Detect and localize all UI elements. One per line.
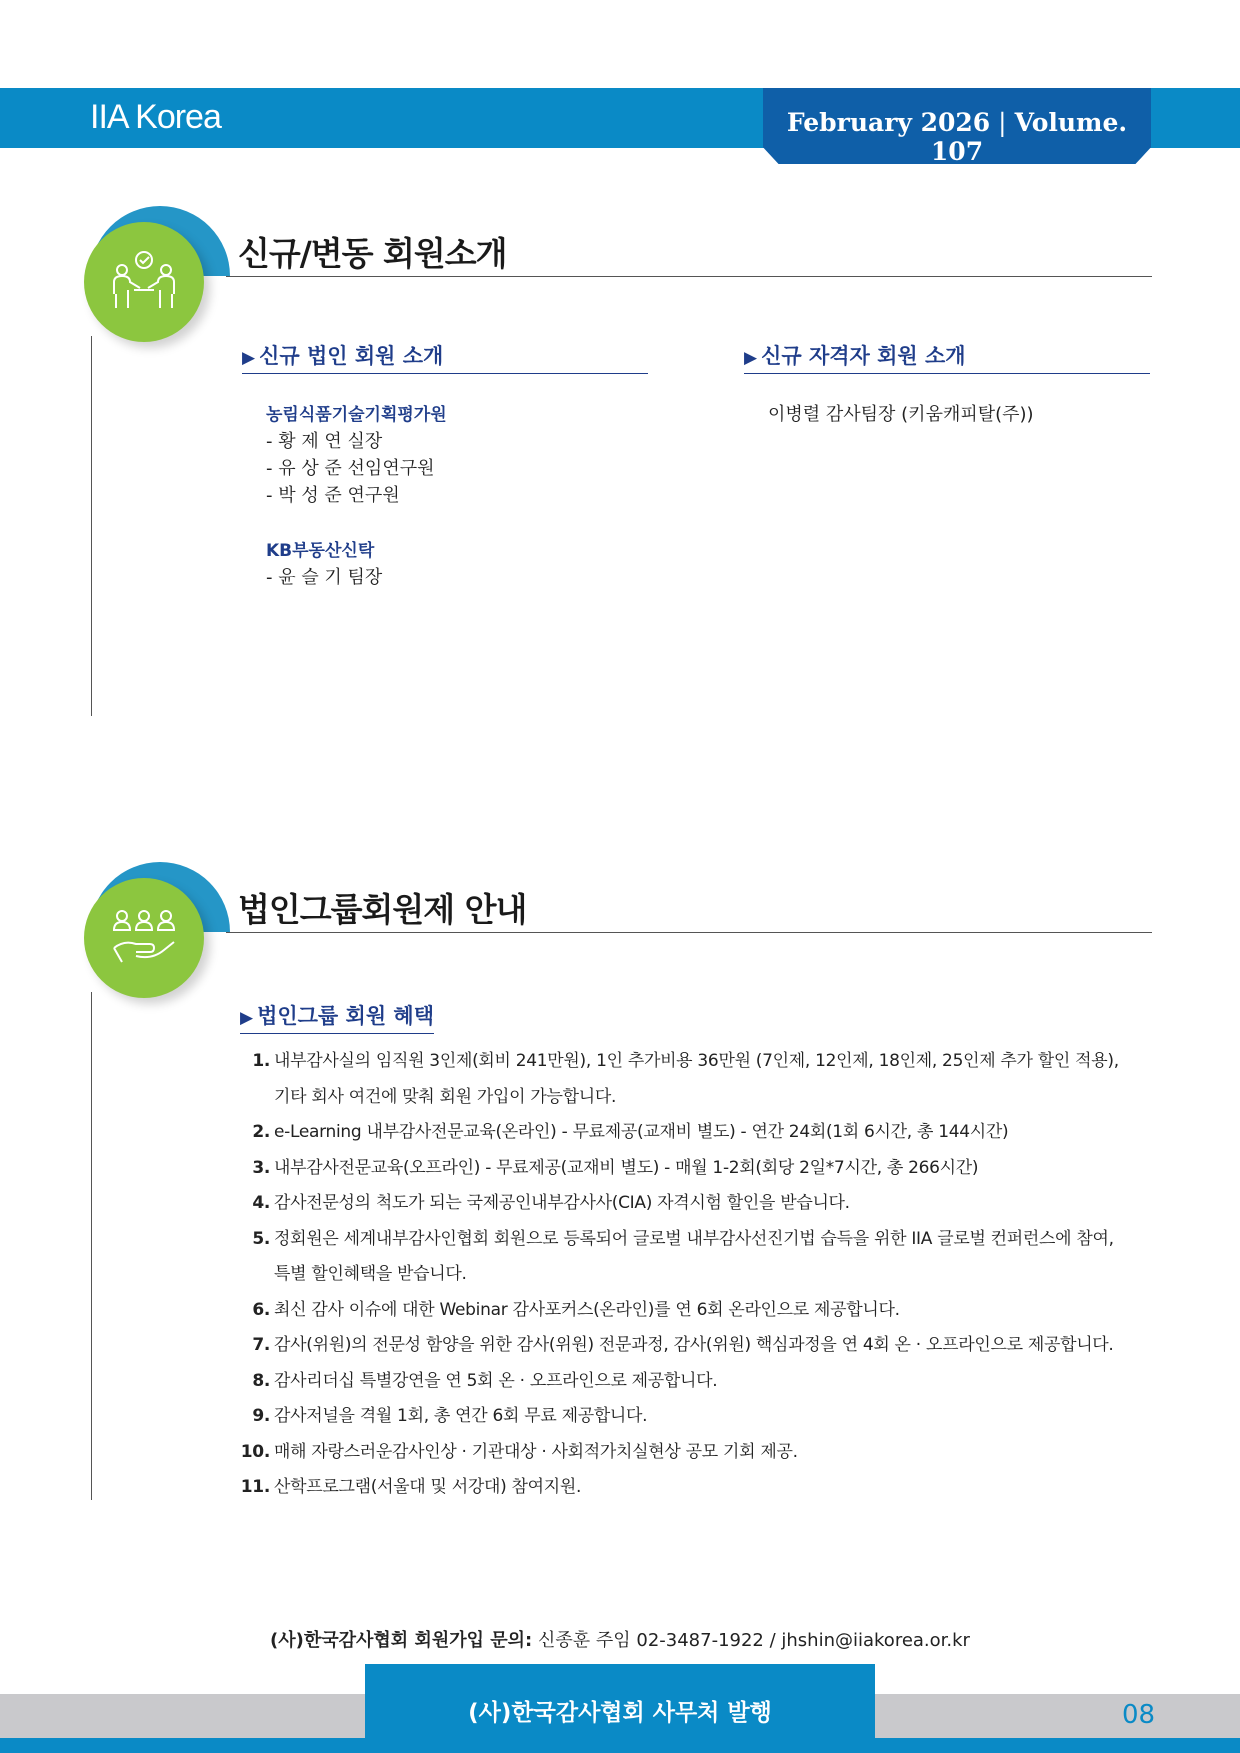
section2-title-rule <box>226 932 1152 933</box>
benefit-item: 6. 최신 감사 이슈에 대한 Webinar 감사포커스(온라인)를 연 6회 온라인으로 제공합니다. <box>252 1299 900 1320</box>
corporate-members-heading: ▶ 신규 법인 회원 소개 <box>242 340 648 374</box>
issue-volume: Volume. 107 <box>930 108 1128 166</box>
org-name: KB부동산신탁 <box>266 541 375 561</box>
contact-details[interactable]: 신종훈 주임 02-3487-1922 / jhshin@iiakorea.or.kr <box>537 1630 970 1651</box>
member-item: - 윤 슬 기 팀장 <box>266 567 383 588</box>
qualified-member-item: 이병렬 감사팀장 (키움캐피탈(주)) <box>768 404 1034 425</box>
benefit-item: 3. 내부감사전문교육(오프라인) - 무료제공(교재비 별도) - 매월 1-2회(회당 2일*7시간, 총 266시간) <box>252 1157 979 1178</box>
qualified-members-heading: ▶ 신규 자격자 회원 소개 <box>744 340 1150 374</box>
section2-title: 법인그룹회원제 안내 <box>238 890 527 929</box>
page-number: 08 <box>1122 1700 1156 1730</box>
org-name: 농림식품기술기획평가원 <box>266 405 447 425</box>
benefit-item: 5. 정회원은 세계내부감사인협회 회원으로 등록되어 글로벌 내부감사선진기법 습득을 위한 IIA 글로벌 컨퍼런스에 참여, 특별 할인혜택을 받습니다. <box>252 1228 1114 1284</box>
triangle-bullet-icon: ▶ <box>242 348 256 368</box>
benefits-heading: ▶ 법인그룹 회원 혜택 <box>240 1000 434 1034</box>
members-handshake-icon <box>110 250 178 312</box>
section2-icon-badge <box>84 862 244 1002</box>
triangle-bullet-icon: ▶ <box>240 1008 254 1028</box>
member-item: - 황 제 연 실장 <box>266 431 383 452</box>
benefit-item: 1. 내부감사실의 임직원 3인제(회비 241만원), 1인 추가비용 36만원 (7인제, 12인제, 18인제, 25인제 추가 할인 적용), 기타 회사 여건에 맞춰 회원 가입이 가능합니다. <box>252 1051 1119 1107</box>
benefit-item: 10. 매해 자랑스러운감사인상 · 기관대상 · 사회적가치실현상 공모 기회 제공. <box>240 1441 798 1462</box>
contact-label: (사)한국감사협회 회원가입 문의: <box>270 1630 533 1651</box>
section2-side-rule <box>91 992 92 1500</box>
issue-separator: | <box>998 108 1007 137</box>
contact-line <box>0 1626 1240 1652</box>
benefit-item: 11. 산학프로그램(서울대 및 서강대) 참여지원. <box>240 1477 582 1497</box>
member-item: - 유 상 준 선임연구원 <box>266 458 435 479</box>
benefit-item: 9. 감사저널을 격월 1회, 총 연간 6회 무료 제공합니다. <box>252 1406 648 1426</box>
triangle-bullet-icon: ▶ <box>744 348 758 368</box>
benefits-list <box>240 1044 1140 1506</box>
group-hand-icon <box>110 906 178 968</box>
benefit-item: 4. 감사전문성의 척도가 되는 국제공인내부감사사(CIA) 자격시험 할인을 받습니다. <box>252 1193 850 1213</box>
benefit-item: 2. e-Learning 내부감사전문교육(온라인) - 무료제공(교재비 별도) - 연간 24회(1회 6시간, 총 144시간) <box>252 1122 1009 1142</box>
issue-date: February 2026 <box>786 108 991 137</box>
footer-publisher: (사)한국감사협회 사무처 발행 <box>468 1700 772 1726</box>
section1-icon-badge <box>84 206 244 346</box>
member-item: - 박 성 준 연구원 <box>266 485 400 506</box>
issue-info <box>763 108 1151 166</box>
section1-side-rule <box>91 336 92 716</box>
section1-title-rule <box>226 276 1152 277</box>
benefit-item: 7. 감사(위원)의 전문성 함양을 위한 감사(위원) 전문과정, 감사(위원) 핵심과정을 연 4회 온 · 오프라인으로 제공합니다. <box>252 1335 1114 1355</box>
benefit-item: 8. 감사리더십 특별강연을 연 5회 온 · 오프라인으로 제공합니다. <box>252 1370 718 1391</box>
brand-logo-text: IIA Korea <box>90 98 221 136</box>
section1-title: 신규/변동 회원소개 <box>238 234 507 273</box>
